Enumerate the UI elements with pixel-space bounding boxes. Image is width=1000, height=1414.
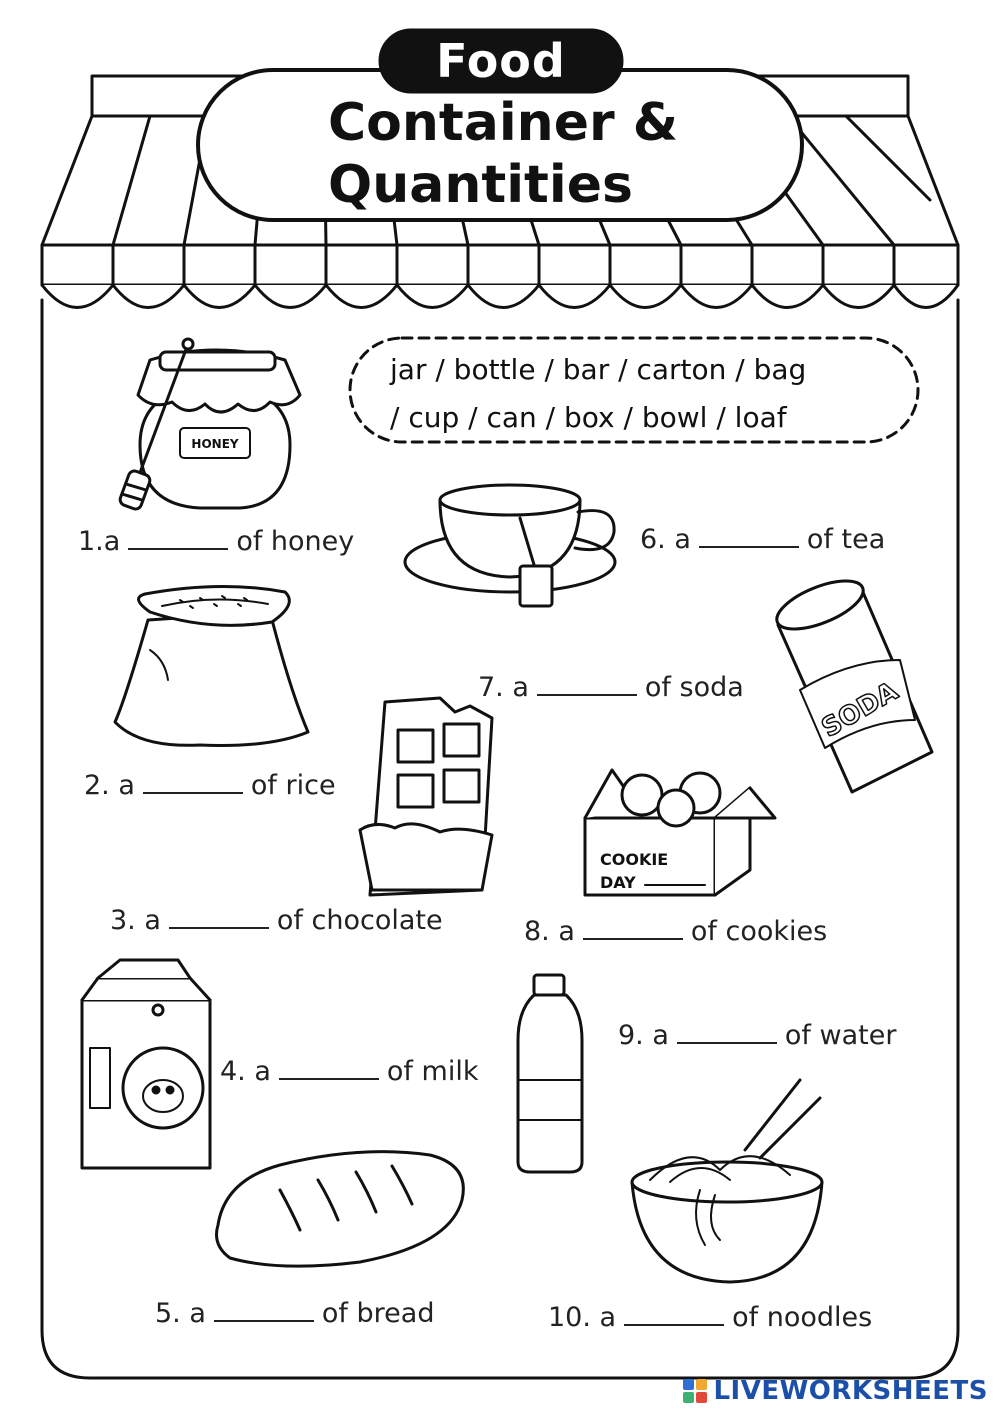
answer-blank-4[interactable] <box>279 1074 379 1080</box>
question-number: 9. <box>618 1020 644 1051</box>
question-number: 8. <box>524 916 550 947</box>
awning-scallops <box>42 285 958 308</box>
question-article: a <box>599 1302 617 1333</box>
title-line-1: Container & <box>328 93 679 153</box>
milk-carton-icon <box>82 960 210 1168</box>
answer-blank-3[interactable] <box>169 923 269 929</box>
title-line-2: Quantities <box>328 155 633 215</box>
question-article: a <box>558 916 575 947</box>
cookie-label-2: DAY <box>600 873 636 892</box>
question-1 <box>78 526 354 557</box>
liveworksheets-logo-icon <box>683 1379 707 1403</box>
question-text: of tea <box>806 524 886 555</box>
question-7 <box>478 672 744 703</box>
question-10 <box>548 1302 872 1333</box>
question-3 <box>110 905 443 936</box>
answer-blank-10[interactable] <box>624 1320 724 1326</box>
question-article: a <box>254 1056 271 1087</box>
bread-loaf-icon <box>217 1152 464 1267</box>
question-text: of rice <box>250 770 336 801</box>
question-text: of milk <box>386 1056 479 1087</box>
question-number: 3. <box>110 905 136 936</box>
question-9 <box>618 1020 896 1051</box>
honey-label: HONEY <box>191 437 239 451</box>
question-text: of honey <box>236 526 355 557</box>
honey-jar-icon <box>119 339 300 511</box>
tea-cup-icon <box>405 485 615 606</box>
cookie-label-1: COOKIE <box>600 850 669 869</box>
word-bank <box>390 346 910 442</box>
question-article: a <box>652 1020 669 1051</box>
rice-bag-icon <box>115 586 308 745</box>
question-article: a <box>674 524 691 555</box>
question-2 <box>84 770 336 801</box>
title-badge-text: Food <box>436 34 566 88</box>
question-article: a <box>144 905 161 936</box>
water-bottle-icon <box>518 975 582 1172</box>
question-text: of cookies <box>690 916 828 947</box>
question-article: a <box>103 526 121 557</box>
question-8 <box>524 916 827 947</box>
question-number: 4. <box>220 1056 246 1087</box>
question-article: a <box>189 1298 206 1329</box>
word-bank-line-1: jar / bottle / bar / carton / bag <box>390 353 807 386</box>
question-text: of chocolate <box>276 905 443 936</box>
answer-blank-5[interactable] <box>214 1316 314 1322</box>
chocolate-bar-icon <box>360 698 492 895</box>
answer-blank-2[interactable] <box>143 788 243 794</box>
answer-blank-7[interactable] <box>537 690 637 696</box>
answer-blank-8[interactable] <box>583 934 683 940</box>
question-number: 7. <box>478 672 504 703</box>
question-text: of soda <box>644 672 744 703</box>
question-text: of water <box>784 1020 897 1051</box>
answer-blank-9[interactable] <box>677 1038 777 1044</box>
noodle-bowl-icon <box>632 1080 822 1282</box>
question-article: a <box>118 770 135 801</box>
question-text: of noodles <box>732 1302 873 1333</box>
soda-can-icon <box>771 571 932 792</box>
page-title <box>300 92 748 216</box>
question-6 <box>640 524 885 555</box>
question-4 <box>220 1056 478 1087</box>
question-article: a <box>512 672 529 703</box>
brand-name: LIVEWORKSHEETS <box>713 1376 988 1406</box>
question-number: 10. <box>548 1302 591 1333</box>
question-number: 1. <box>78 526 104 557</box>
soda-label: SODA <box>816 676 904 744</box>
question-5 <box>155 1298 434 1329</box>
answer-blank-1[interactable] <box>128 544 228 550</box>
question-number: 5. <box>155 1298 181 1329</box>
question-text: of bread <box>321 1298 435 1329</box>
word-bank-line-2: / cup / can / box / bowl / loaf <box>390 401 787 434</box>
cookie-box-icon <box>585 770 775 895</box>
liveworksheets-footer[interactable] <box>683 1374 988 1408</box>
answer-blank-6[interactable] <box>699 542 799 548</box>
question-number: 2. <box>84 770 110 801</box>
question-number: 6. <box>640 524 666 555</box>
